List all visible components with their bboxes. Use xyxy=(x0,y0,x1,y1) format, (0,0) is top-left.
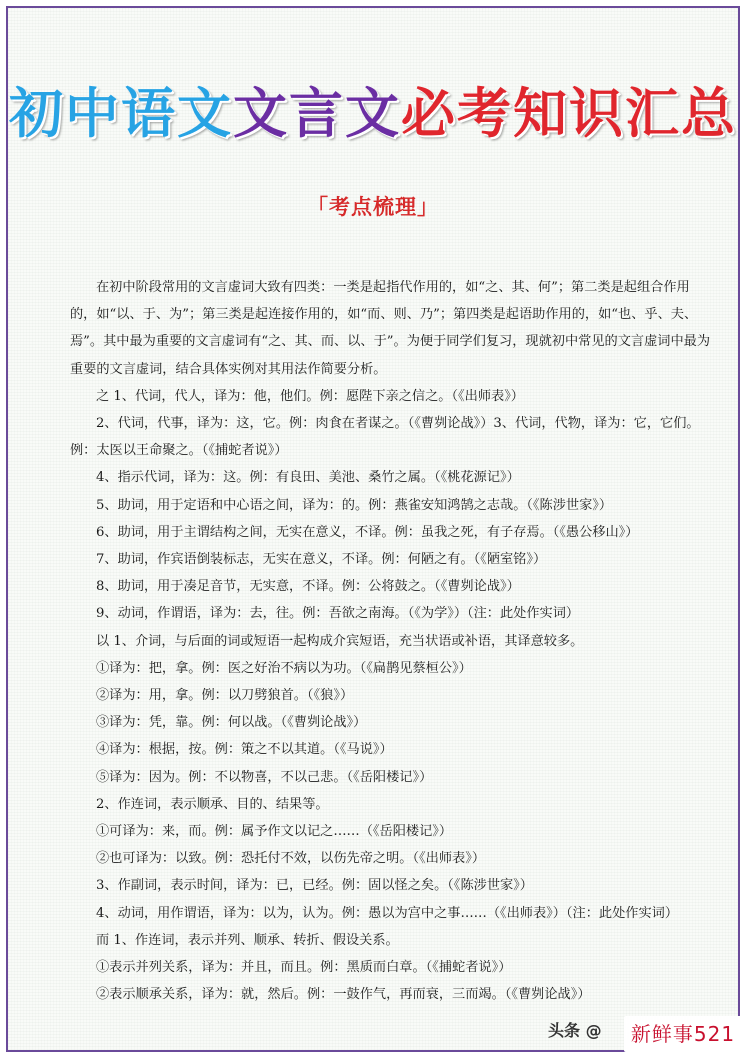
paragraph-line: 8、助词，用于凑足音节，无实意，不译。例：公将鼓之。（《曹刿论战》） xyxy=(96,579,520,595)
paragraph-line: ③译为：凭，靠。例：何以战。（《曹刿论战》） xyxy=(96,715,367,731)
paragraph-line: 9、动词，作谓语，译为：去，往。例：吾欲之南海。（《为学》）（注：此处作实词） xyxy=(96,606,580,622)
paragraph-line: ①译为：把，拿。例：医之好治不病以为功。（《扁鹊见蔡桓公》） xyxy=(96,660,472,676)
paragraph-line: 6、助词，用于主谓结构之间，无实在意义，不译。例：虽我之死，有子存焉。（《愚公移山》） xyxy=(96,524,639,540)
source-watermark: 头条 @ xyxy=(548,1021,602,1040)
paragraph-line: 5、助词，用于定语和中心语之间，译为：的。例：燕雀安知鸿鹄之志哉。（《陈涉世家》） xyxy=(96,497,613,513)
page-title xyxy=(8,76,738,152)
document-page xyxy=(6,6,740,1052)
intro-paragraph: 在初中阶段常用的文言虚词大致有四类：一类是起指代作用的，如“之、其、何”；第二类是起组合作用的，如“以、于、为”；第三类是起连接作用的，如“而、则、乃”；第四类是起语助作用的，如“也、乎、夫、焉”。其中最为重要的文言虚词有“之、其、而、以、于”。为便于同学们复习，现就初中常见的文言虚词中最为重要的文言虚词，结合具体实例对其用法作简要分析。 xyxy=(70,280,711,377)
paragraph-line: 4、指示代词，译为：这。例：有良田、美池、桑竹之属。（《桃花源记》） xyxy=(96,470,520,486)
paragraph-line: 7、助词，作宾语倒装标志，无实在意义，不译。例：何陋之有。（《陋室铭》） xyxy=(96,552,547,568)
section-subtitle: 「考点梳理」 xyxy=(307,195,439,219)
paragraph-line: ④译为：根据，按。例：策之不以其道。（《马说》） xyxy=(96,742,393,758)
paragraph-line: ⑤译为：因为。例：不以物喜，不以己悲。（《岳阳楼记》） xyxy=(96,769,433,785)
paragraph-line: ①可译为：来，而。例：属予作文以记之……（《岳阳楼记》） xyxy=(96,824,453,840)
paragraph-line: 2、代词，代事，译为：这，它。例：肉食在者谋之。（《曹刿论战》）3、代词，代物，译为：它，它们。例：太医以王命聚之。（《捕蛇者说》） xyxy=(70,416,700,459)
paragraph-line: 而 1、作连词，表示并列、顺承、转折、假设关系。 xyxy=(96,932,399,948)
paragraph-line: ②译为：用，拿。例：以刀劈狼首。（《狼》） xyxy=(96,688,354,704)
title-part-3: 必考知识汇总 xyxy=(401,82,737,145)
paragraph-line: ①表示并列关系，译为：并且，而且。例：黑质而白章。（《捕蛇者说》） xyxy=(96,960,512,976)
paragraph-line: 以 1、介词，与后面的词或短语一起构成介宾短语，充当状语或补语，其译意较多。 xyxy=(96,633,584,649)
paragraph-line: ②表示顺承关系，译为：就，然后。例：一鼓作气，再而衰，三而竭。（《曹刿论战》） xyxy=(96,987,591,1003)
paragraph-line: 之 1、代词，代人，译为：他，他们。例：愿陛下亲之信之。（《出师表》） xyxy=(96,388,524,404)
paragraph-line: ②也可译为：以致。例：恐托付不效，以伤先帝之明。（《出师表》） xyxy=(96,851,486,867)
account-badge: 新鲜事521 xyxy=(624,1016,742,1052)
title-part-2: 文言文 xyxy=(233,82,401,145)
paragraph-line: 3、作副词，表示时间，译为：已，已经。例：固以怪之矣。（《陈涉世家》） xyxy=(96,878,533,894)
title-part-1: 初中语文 xyxy=(9,82,233,145)
paragraph-line: 4、动词，用作谓语，译为：以为，认为。例：愚以为宫中之事……（《出师表》）（注：此处作实词） xyxy=(96,905,679,921)
paragraph-line: 2、作连词，表示顺承、目的、结果等。 xyxy=(96,796,329,812)
article-body xyxy=(70,274,712,1008)
